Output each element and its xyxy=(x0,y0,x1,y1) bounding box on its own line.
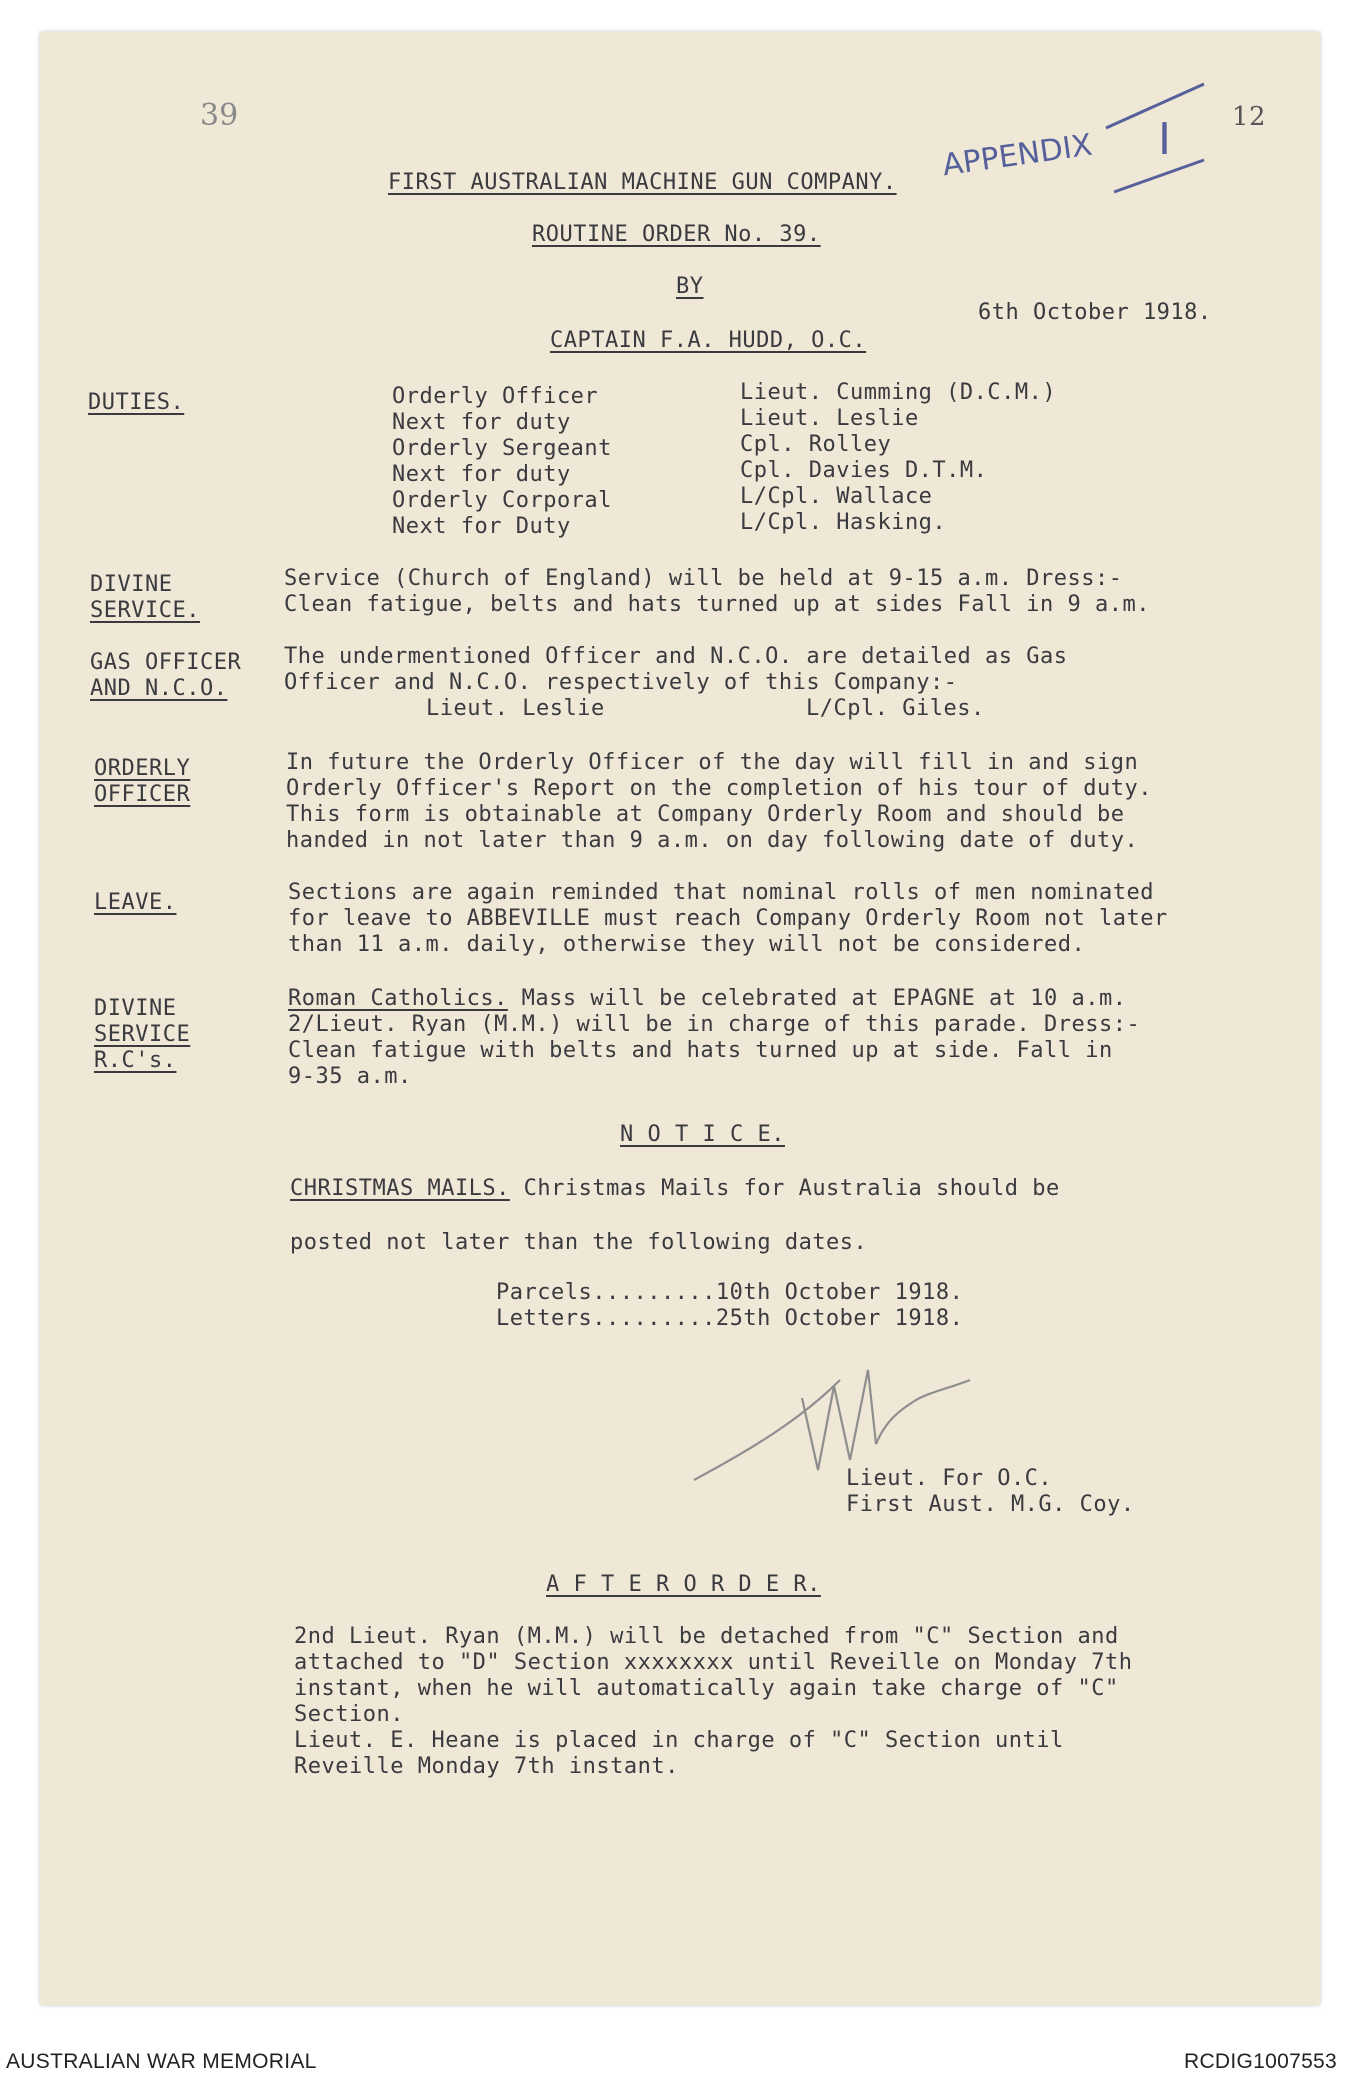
gas-officer-heading: GAS OFFICER xyxy=(90,650,242,675)
roman-catholics-label: Roman Catholics. xyxy=(288,986,508,1011)
signature-unit: First Aust. M.G. Coy. xyxy=(846,1492,1135,1517)
duty-name: L/Cpl. Hasking. xyxy=(740,510,947,535)
after-order-text: Section. xyxy=(294,1702,404,1727)
duty-name: Lieut. Cumming (D.C.M.) xyxy=(740,380,1057,405)
footer-archive-name: AUSTRALIAN WAR MEMORIAL xyxy=(6,2050,317,2073)
leave-text: than 11 a.m. daily, otherwise they will not be considered. xyxy=(288,932,1086,957)
after-order-text: instant, when he will automatically again take charge of "C" xyxy=(294,1676,1119,1701)
appendix-numeral: I xyxy=(1158,114,1171,165)
rc-service-text xyxy=(288,986,1126,1012)
duties-heading: DUTIES. xyxy=(88,390,185,415)
captain-line: CAPTAIN F.A. HUDD, O.C. xyxy=(550,328,867,353)
order-date: 6th October 1918. xyxy=(978,300,1212,325)
page-number-left: 39 xyxy=(200,98,239,133)
duty-role: Orderly Sergeant xyxy=(392,436,612,461)
rc-service-text: Clean fatigue with belts and hats turned up at side. Fall in xyxy=(288,1038,1113,1063)
duty-role: Next for duty xyxy=(392,462,571,487)
letters-date: Letters.........25th October 1918. xyxy=(496,1306,964,1331)
duty-role: Orderly Corporal xyxy=(392,488,612,513)
duty-name: Cpl. Davies D.T.M. xyxy=(740,458,988,483)
notice-title: N O T I C E. xyxy=(620,1122,785,1147)
divine-service-text: Clean fatigue, belts and hats turned up at sides Fall in 9 a.m. xyxy=(284,592,1150,617)
christmas-mails-heading: CHRISTMAS MAILS. xyxy=(290,1176,510,1201)
orderly-officer-text: In future the Orderly Officer of the day will fill in and sign xyxy=(286,750,1139,775)
after-order-text: attached to "D" Section xxxxxxxx until Reveille on Monday 7th xyxy=(294,1650,1133,1675)
leave-text: Sections are again reminded that nominal rolls of men nominated xyxy=(288,880,1154,905)
appendix-stamp: APPENDIX xyxy=(940,127,1095,184)
orderly-officer-text: handed in not later than 9 a.m. on day following date of duty. xyxy=(286,828,1139,853)
orderly-officer-text: This form is obtainable at Company Orderly Room and should be xyxy=(286,802,1125,827)
duty-name: Lieut. Leslie xyxy=(740,406,919,431)
divine-service-heading: SERVICE. xyxy=(90,598,200,623)
rc-service-text: 9-35 a.m. xyxy=(288,1064,412,1089)
duty-role: Orderly Officer xyxy=(392,384,599,409)
orderly-officer-heading: ORDERLY xyxy=(94,756,191,781)
divine-service-text: Service (Church of England) will be held at 9-15 a.m. Dress:- xyxy=(284,566,1123,591)
christmas-mails-line: Christmas Mails for Australia should be xyxy=(509,1176,1060,1201)
gas-officer-name: Lieut. Leslie xyxy=(426,696,605,721)
after-order-title: A F T E R O R D E R. xyxy=(546,1572,821,1597)
rc-service-heading: SERVICE xyxy=(94,1022,191,1047)
leave-text: for leave to ABBEVILLE must reach Company Orderly Room not later xyxy=(288,906,1168,931)
footer-record-id: RCDIG1007553 xyxy=(1184,2050,1338,2073)
gas-officer-text: Officer and N.C.O. respectively of this Company:- xyxy=(284,670,958,695)
divine-service-heading: DIVINE xyxy=(90,572,173,597)
unit-title: FIRST AUSTRALIAN MACHINE GUN COMPANY. xyxy=(388,170,897,195)
rc-service-heading: DIVINE xyxy=(94,996,177,1021)
parcels-date: Parcels.........10th October 1918. xyxy=(496,1280,964,1305)
duty-role: Next for Duty xyxy=(392,514,571,539)
gas-officer-heading: AND N.C.O. xyxy=(90,676,228,701)
after-order-text: Reveille Monday 7th instant. xyxy=(294,1754,679,1779)
rc-mass-text: Mass will be celebrated at EPAGNE at 10 a.m. xyxy=(507,986,1127,1011)
leave-heading: LEAVE. xyxy=(94,890,177,915)
by-label: BY xyxy=(676,274,704,299)
duty-role: Next for duty xyxy=(392,410,571,435)
routine-order-title: ROUTINE ORDER No. 39. xyxy=(532,222,821,247)
gas-nco-name: L/Cpl. Giles. xyxy=(806,696,985,721)
appendix-marks xyxy=(1100,80,1220,200)
after-order-text: 2nd Lieut. Ryan (M.M.) will be detached from "C" Section and xyxy=(294,1624,1119,1649)
gas-officer-text: The undermentioned Officer and N.C.O. are detailed as Gas xyxy=(284,644,1068,669)
duty-name: L/Cpl. Wallace xyxy=(740,484,933,509)
orderly-officer-text: Orderly Officer's Report on the completion of his tour of duty. xyxy=(286,776,1152,801)
orderly-officer-heading: OFFICER xyxy=(94,782,191,807)
rc-service-heading: R.C's. xyxy=(94,1048,177,1073)
after-order-text: Lieut. E. Heane is placed in charge of "C" Section until xyxy=(294,1728,1064,1753)
rc-service-text: 2/Lieut. Ryan (M.M.) will be in charge of this parade. Dress:- xyxy=(288,1012,1141,1037)
duty-name: Cpl. Rolley xyxy=(740,432,892,457)
page-number-right: 12 xyxy=(1232,102,1267,132)
christmas-mails-text: posted not later than the following dates. xyxy=(290,1230,868,1255)
christmas-mails-text xyxy=(290,1176,1060,1202)
signature-title: Lieut. For O.C. xyxy=(846,1466,1053,1491)
